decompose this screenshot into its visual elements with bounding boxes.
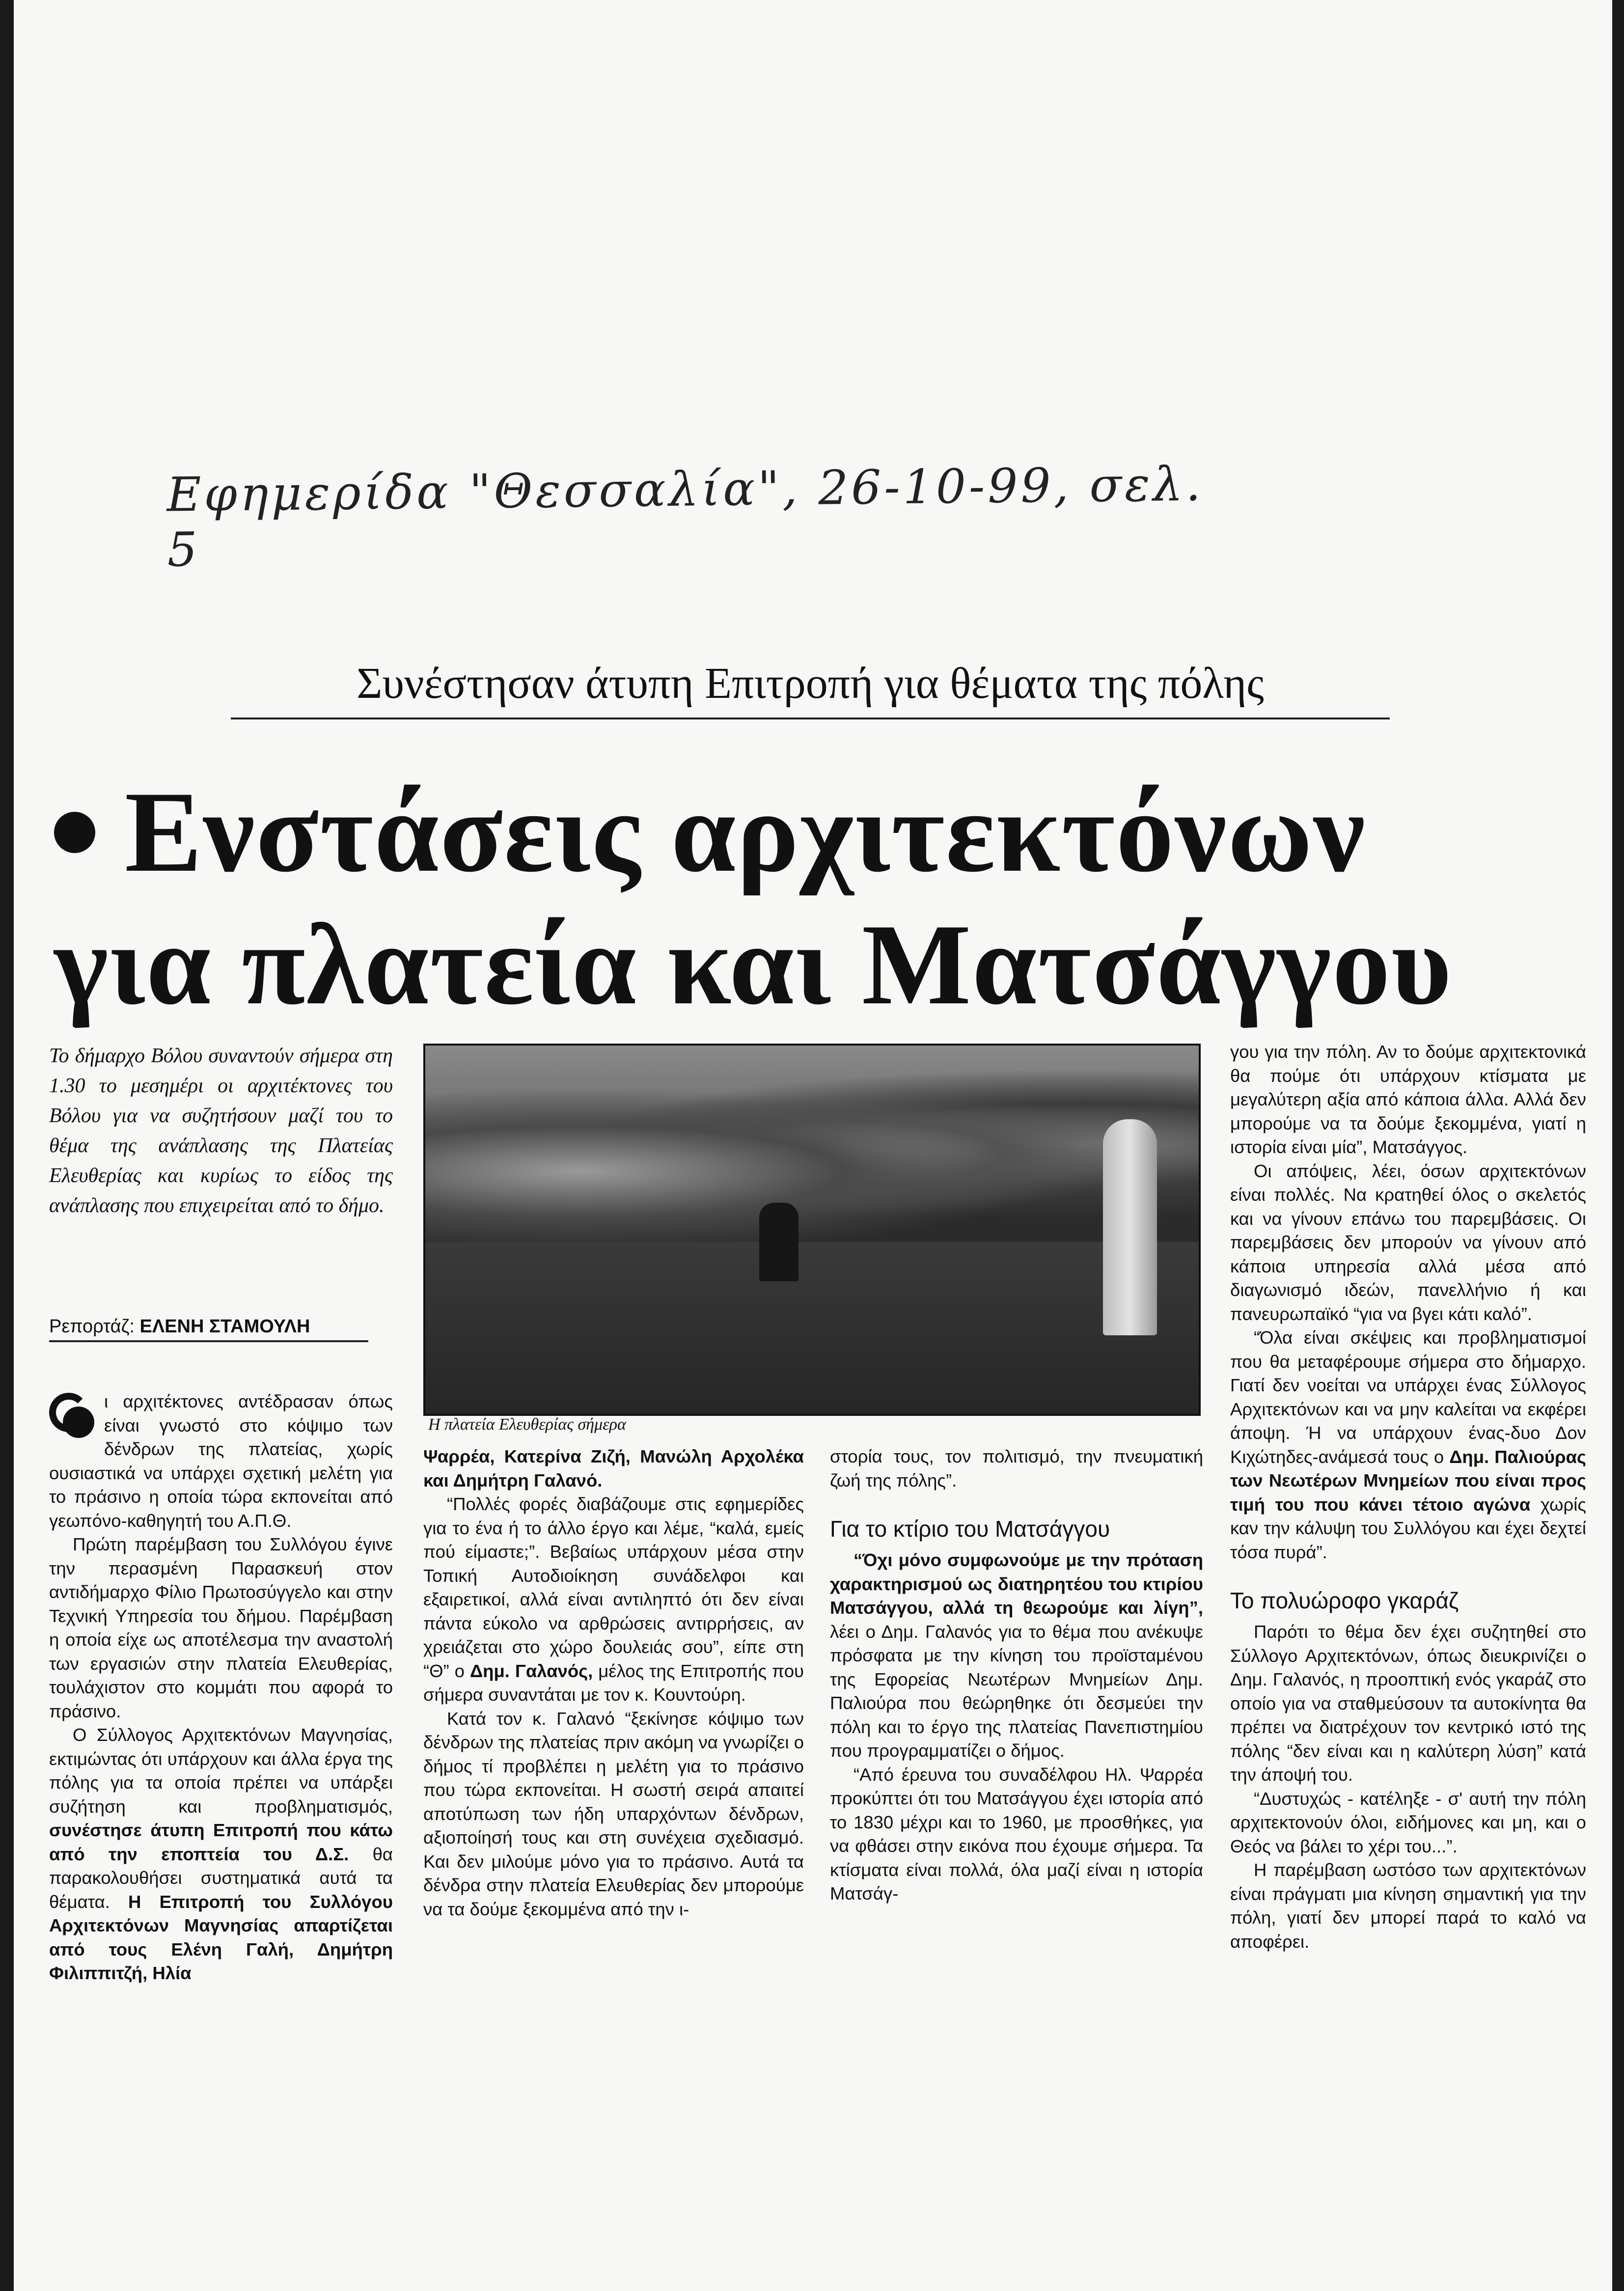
handwritten-source-note: Εφημερίδα "Θεσσαλία", 26-10-99, σελ. 5 bbox=[166, 456, 1204, 578]
photo-trees bbox=[425, 1065, 1199, 1242]
paragraph: στορία τους, τον πολιτισμό, την πνευματική ζωή της πόλης”. bbox=[830, 1446, 1203, 1491]
paragraph: Οι απόψεις, λέει, όσων αρχιτεκτόνων είναι πολλές. Να κρατηθεί όλος ο σκελετός και να γίνουν επάνω του παρεμβάσεις. Οι παρεμβάσεις δεν μπορούν να γίνουν από κάποια υπηρεσία αλλά μέσα από διαγωνισμό ιδεών, πανελλήνιο ή και πανευρωπαϊκό “για να βγει κάτι καλό”. bbox=[1230, 1160, 1586, 1324]
photo-ground bbox=[425, 1242, 1199, 1414]
article-headline bbox=[54, 766, 1576, 1031]
headline-line-2: για πλατεία και Ματσάγγου bbox=[54, 901, 1453, 1029]
section-heading: Το πολυώροφο γκαράζ bbox=[1230, 1588, 1459, 1613]
column-1 bbox=[49, 1390, 393, 1986]
paragraph: Κατά τον κ. Γαλανό “ξεκίνησε κόψιμο των δένδρων της πλατείας πριν ακόμη να γνωρίζει ο δήμος τί προβλέπει η μελέτη για το πράσινο που τώρα εκπονείται. Η σωστή σειρά απαιτεί αποτύπωση των ήδη υπαρχόντων δένδρων, αξιοποίησή τους και στη συνέχεια σχεδιασμό. Και δεν μιλούμε μόνο για το πράσινο. Αυτά τα δένδρα στην πλατεία Ελευθερίας δεν μπορούμε να τα δούμε ξεκομμένα από την ι- bbox=[423, 1708, 804, 1919]
photo-caption: Η πλατεία Ελευθερίας σήμερα bbox=[428, 1415, 626, 1434]
scan-edge-right bbox=[1612, 0, 1624, 2291]
paragraph: “Όλα είναι σκέψεις και προβληματισμοί που θα μεταφέρουμε σήμερα στο δήμαρχο. Γιατί δεν νοείται να υπάρχει ένας Σύλλογος Αρχιτεκτόνων και να μην καλείται να εκφέρει άποψη. Ή να υπάρχουν ένας-δυο Δον Κιχώτηδες-ανάμεσά τους ο Δημ. Παλιούρας των Νεωτέρων Μνημείων που είναι προς τιμή του που κάνει τέτοιο αγώνα χωρίς καν την κάλυψη του Συλλόγου και έχει δεχτεί τόσα πυρά”. bbox=[1230, 1327, 1586, 1562]
photo-statue bbox=[1103, 1119, 1157, 1335]
paragraph: Ο Σύλλογος Αρχιτεκτόνων Μαγνησίας, εκτιμώντας ότι υπάρχουν και άλλα έργα της πόλης για τα οποία πρέπει να υπάρξει συζήτηση και προβληματισμός, συνέστησε άτυπη Επιτροπή που κάτω από την εποπτεία του Δ.Σ. θα παρακολουθήσει συστηματικά αυτά τα θέματα. Η Επιτροπή του Συλλόγου Αρχιτεκτόνων Μαγνησίας απαρτίζεται από τους Ελένη Γαλή, Δημήτρη Φιλιππιτζή, Ηλία bbox=[49, 1725, 393, 1983]
scan-edge-left bbox=[0, 0, 14, 2291]
paragraph: γου για την πόλη. Αν το δούμε αρχιτεκτονικά θα πούμε ότι υπάρχουν κτίσματα με μεγαλύτερη αξία από κάποια άλλα. Αλλά δεν μπορούμε να τα δούμε ξεκομμένα, γιατί η ιστορία είναι μία”, Ματσάγγος. bbox=[1230, 1042, 1586, 1157]
byline-label: Ρεπορτάζ: bbox=[49, 1316, 135, 1337]
bullet-icon bbox=[54, 812, 95, 853]
headline-line-1: Ενστάσεις αρχιτεκτόνων bbox=[54, 766, 1576, 899]
paragraph: ι αρχιτέκτονες αντέδρασαν όπως είναι γνωστό στο κόψιμο των δένδρων της πλατείας, χωρίς ουσιαστικά να υπάρχει σχετική μελέτη για το πράσινο η οποία τώρα εκπονείται από γεωπόνο-καθηγητή του Α.Π.Θ. bbox=[49, 1391, 393, 1531]
column-2 bbox=[423, 1445, 804, 1921]
column-4 bbox=[1230, 1040, 1586, 1954]
byline-author: ΕΛΕΝΗ ΣΤΑΜΟΥΛΗ bbox=[139, 1316, 310, 1337]
dropcap-o-icon bbox=[49, 1393, 96, 1440]
paragraph: Πρώτη παρέμβαση του Συλλόγου έγινε την περασμένη Παρασκευή στον αντιδήμαρχο Φίλιο Πρωτοσύγγελο και στην Τεχνική Υπηρεσία του δήμου. Παρέμβαση η οποία είχε ως αποτέλεσμα την αναστολή των εργασιών στην πλατεία Ελευθερίας, τουλάχιστον στο κομμάτι που αφορά το πράσινο. bbox=[49, 1534, 393, 1721]
paragraph: Ψαρρέα, Κατερίνα Ζιζή, Μανώλη Αρχολέκα και Δημήτρη Γαλανό. bbox=[423, 1446, 804, 1491]
paragraph: “Πολλές φορές διαβάζουμε στις εφημερίδες για το ένα ή το άλλο έργο και λέμε, “καλά, εμείς πού είμαστε;”. Βεβαίως υπάρχουν μέσα στην Τοπική Αυτοδιοίκηση συνάδελφοι και εξαιρετικοί, αλλά είναι αντιληπτό ότι δεν είναι πάντα εύκολο να αρθρώσεις αντιρρήσεις, αν χρειάζεται στο χώρο δουλειάς σου”, είπε στη “Θ” ο Δημ. Γαλανός, μέλος της Επιτροπής που σήμερα συναντάται με τον κ. Κουντούρη. bbox=[423, 1494, 804, 1705]
paragraph: “Δυστυχώς - κατέληξε - σ' αυτή την πόλη αρχιτεκτονούν όλοι, ειδήμονες και μη, και ο Θεός να βάλει το χέρι του...”. bbox=[1230, 1788, 1586, 1856]
article-lede: Το δήμαρχο Βόλου συναντούν σήμερα στη 1.30 το μεσημέρι οι αρχιτέκτονες του Βόλου για να συζητήσουν μαζί του το θέμα της ανάπλασης της Πλατείας Ελευθερίας και κυρίως το είδος της ανάπλασης που επιχειρείται από το δήμο. bbox=[49, 1045, 393, 1217]
paragraph: “Όχι μόνο συμφωνούμε με την πρόταση χαρακτηρισμού ως διατηρητέου του κτιρίου Ματσάγγου, αλλά τη θεωρούμε και λίγη”, λέει ο Δημ. Γαλανός για το θέμα που ανέκυψε πρόσφατα με την κίνηση του προϊσταμένου της Εφορείας Νεωτέρων Μνημείων Δημ. Παλιούρα που θεώρηθηκε ότι δεσμεύει την πόλη και το έργο της πλατείας Πανεπιστημίου που προγραμματίζει ο δήμος. bbox=[830, 1550, 1203, 1761]
paragraph: Η παρέμβαση ωστόσο των αρχιτεκτόνων είναι πράγματι μια κίνηση σημαντική για την πόλη, γιατί δεν μπορεί παρά το καλό να αποφέρει. bbox=[1230, 1860, 1586, 1952]
paragraph: Παρότι το θέμα δεν έχει συζητηθεί στο Σύλλογο Αρχιτεκτόνων, όπως διευκρινίζει ο Δημ. Γαλανός, η προοπτική ενός γκαράζ στο οποίο για να σταθμεύσουν τα αυτοκίνητα θα πρέπει να διατρέχουν τον κεντρικό ιστό της πόλης “δεν είναι και η καλύτερη λύση” κατά την άποψή του. bbox=[1230, 1622, 1586, 1785]
article-photo bbox=[423, 1044, 1201, 1416]
article-subtitle: Συνέστησαν άτυπη Επιτροπή για θέματα της πόλης bbox=[231, 658, 1390, 719]
column-3 bbox=[830, 1445, 1203, 1906]
photo-people bbox=[759, 1203, 798, 1281]
byline bbox=[49, 1316, 368, 1342]
paragraph: “Από έρευνα του συναδέλφου Ηλ. Ψαρρέα προκύπτει ότι του Ματσάγγου έχει ιστορία από το 1830 μέχρι και το 1960, με προσθήκες, για να φθάσει στην εικόνα που έχουμε σήμερα. Τα κτίσματα είναι πολλά, όλα μαζί είναι η ιστορία Ματσάγ- bbox=[830, 1764, 1203, 1904]
section-heading: Για το κτίριο του Ματσάγγου bbox=[830, 1516, 1110, 1542]
